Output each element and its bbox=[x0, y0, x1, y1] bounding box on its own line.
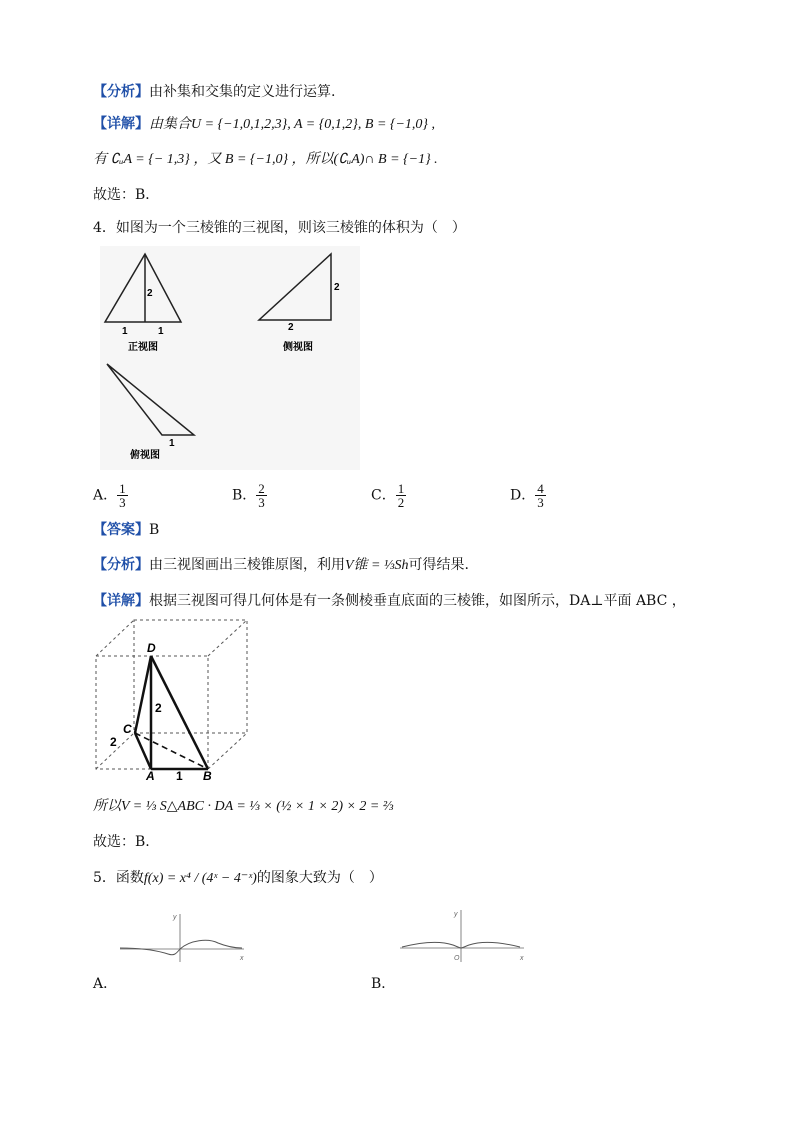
y-axis-label: y bbox=[454, 911, 458, 918]
option-letter: B． bbox=[371, 976, 396, 992]
q3-analysis bbox=[93, 82, 335, 102]
graph-option-b bbox=[398, 906, 530, 966]
option-letter: B． bbox=[232, 487, 257, 504]
edge-ab-length: 1 bbox=[176, 769, 183, 783]
analysis-tag: 【分析】 bbox=[93, 84, 149, 100]
detail-text: 由集合U = {−1,0,1,2,3}, A = {0,1,2}, B = {−1,0} , bbox=[149, 117, 436, 132]
pyramid-edges bbox=[135, 656, 208, 769]
option-a bbox=[93, 482, 128, 509]
choose-text: 故选：B． bbox=[93, 187, 160, 203]
side-view-label: 侧视图 bbox=[283, 342, 313, 353]
option-c bbox=[371, 482, 406, 509]
detail-text-2: 有 ∁ᵤA = {− 1,3} ，又 B = {−1,0} ，所以(∁ᵤA)∩ B = {−1} . bbox=[93, 152, 438, 167]
vertex-c-label: C bbox=[123, 722, 132, 736]
q4-analysis bbox=[93, 555, 469, 576]
detail-tag: 【详解】 bbox=[93, 593, 149, 609]
q3-detail-2 bbox=[93, 149, 438, 170]
volume-formula: V锥 = ⅓Sh bbox=[345, 558, 409, 573]
detail-tag: 【详解】 bbox=[93, 116, 149, 132]
q3-detail bbox=[93, 114, 435, 135]
edge-dc bbox=[135, 656, 151, 733]
front-base-label-2: 1 bbox=[158, 326, 164, 337]
edge-da-length: 2 bbox=[155, 701, 162, 715]
answer-tag: 【答案】 bbox=[93, 522, 149, 538]
choose-text: 故选：B. bbox=[93, 834, 150, 850]
curve bbox=[120, 940, 242, 954]
option-d bbox=[510, 482, 546, 509]
fraction-numerator: 2 bbox=[258, 481, 265, 496]
analysis-tag: 【分析】 bbox=[93, 557, 149, 573]
edge-ca bbox=[135, 733, 151, 769]
option-fraction bbox=[256, 482, 267, 509]
detail-text: 根据三视图可得几何体是有一条侧棱垂直底面的三棱锥，如图所示，DA⊥平面 ABC ， bbox=[149, 593, 686, 609]
option-letter: A． bbox=[93, 487, 118, 504]
q4-detail bbox=[93, 591, 686, 611]
vertex-d-label: D bbox=[147, 641, 156, 655]
edge-ca-length: 2 bbox=[110, 735, 117, 749]
option-fraction bbox=[117, 482, 128, 509]
q4-volume bbox=[93, 796, 393, 817]
option-fraction bbox=[535, 482, 546, 509]
figure-background bbox=[100, 246, 360, 470]
x-axis-label: x bbox=[520, 955, 524, 962]
side-height-label: 2 bbox=[334, 282, 340, 293]
answer-text: B bbox=[149, 522, 160, 538]
q4-stem bbox=[93, 218, 466, 238]
top-base-label: 1 bbox=[169, 438, 175, 449]
side-base-label: 2 bbox=[288, 322, 294, 333]
cube-edge bbox=[96, 620, 134, 656]
q3-choose bbox=[93, 185, 159, 205]
option-fraction bbox=[396, 482, 407, 509]
q5-stem bbox=[93, 868, 383, 889]
vertex-a-label: A bbox=[146, 769, 155, 783]
y-axis-label: y bbox=[173, 914, 177, 921]
cube-edge bbox=[208, 620, 247, 656]
analysis-text: 由补集和交集的定义进行运算. bbox=[149, 84, 336, 100]
fraction-denominator: 3 bbox=[119, 495, 126, 510]
analysis-text-end: 可得结果. bbox=[408, 557, 469, 573]
fraction-numerator: 1 bbox=[119, 481, 126, 496]
option-letter: D． bbox=[510, 487, 536, 504]
option-b-label bbox=[371, 974, 395, 994]
question-stem: 5．函数 bbox=[93, 870, 144, 886]
analysis-text: 由三视图画出三棱锥原图，利用 bbox=[149, 557, 345, 573]
cube-edge bbox=[208, 733, 247, 769]
option-letter: C． bbox=[371, 487, 396, 504]
vertex-b-label: B bbox=[203, 769, 212, 783]
front-height-label: 2 bbox=[147, 288, 153, 299]
volume-computation: 所以V = ⅓ S△ABC · DA = ⅓ × (½ × 1 × 2) × 2 = ⅔ bbox=[93, 799, 394, 814]
question-stem-end: 的图象大致为（ ） bbox=[256, 870, 383, 886]
option-a-label bbox=[93, 974, 117, 994]
fraction-denominator: 3 bbox=[258, 495, 265, 510]
fraction-numerator: 4 bbox=[537, 481, 544, 496]
option-letter: A． bbox=[93, 976, 118, 992]
top-view-label: 俯视图 bbox=[130, 450, 160, 461]
question-stem: 4．如图为一个三棱锥的三视图，则该三棱锥的体积为（ ） bbox=[93, 220, 466, 236]
graph-option-a bbox=[118, 910, 250, 966]
option-b bbox=[232, 482, 267, 509]
fraction-numerator: 1 bbox=[397, 481, 405, 496]
q4-answer bbox=[93, 520, 159, 540]
three-views-figure bbox=[100, 246, 360, 470]
front-base-label-1: 1 bbox=[122, 326, 128, 337]
origin-label: O bbox=[454, 955, 460, 962]
function-formula: f(x) = x⁴ / (4ˣ − 4⁻ˣ) bbox=[143, 871, 257, 886]
edge-cb-hidden bbox=[135, 733, 208, 769]
pyramid-in-cube-figure bbox=[92, 616, 252, 784]
front-view-label: 正视图 bbox=[128, 342, 158, 353]
q4-choose bbox=[93, 832, 150, 852]
fraction-denominator: 2 bbox=[397, 495, 405, 510]
x-axis-label: x bbox=[240, 955, 244, 962]
fraction-denominator: 3 bbox=[537, 495, 544, 510]
